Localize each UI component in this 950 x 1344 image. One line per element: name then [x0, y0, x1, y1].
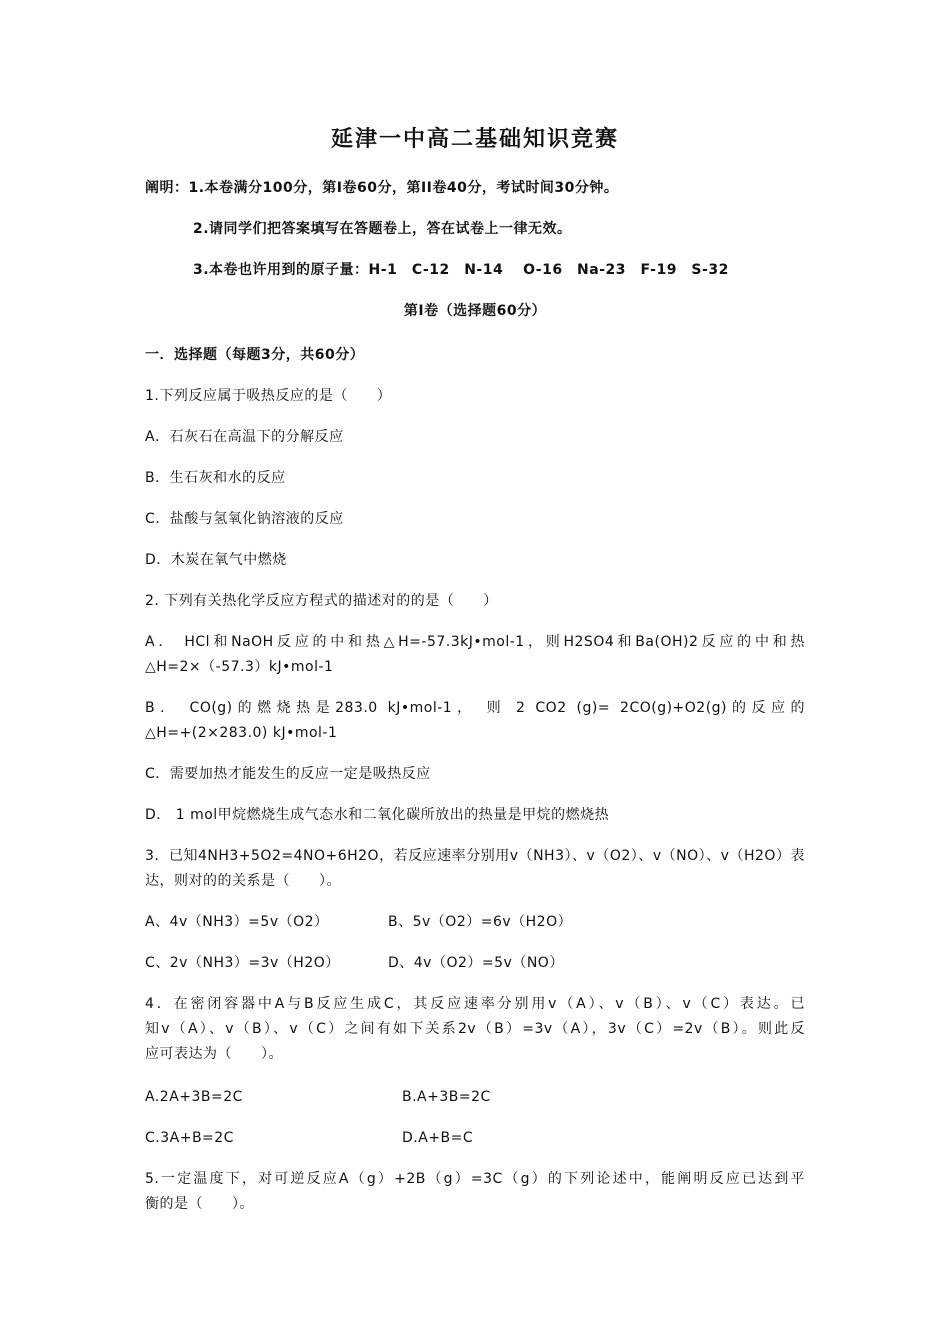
q4-option-a: A.2A+3B=2C	[145, 1089, 243, 1105]
q2-option-b-line1: B． CO(g)的燃烧热是283.0 kJ•mol-1， 则 2 CO2 (g)= 2CO(g)+O2(g)的反应的	[145, 700, 805, 716]
q2-option-c: C．需要加热才能发生的反应一定是吸热反应	[145, 766, 431, 782]
q1-option-a: A．石灰石在高温下的分解反应	[145, 429, 344, 445]
q4-option-c: C.3A+B=2C	[145, 1130, 234, 1146]
note-2: 2.请同学们把答案填写在答题卷上，答在试卷上一律无效。	[193, 221, 572, 237]
q1-option-c: C．盐酸与氢氧化钠溶液的反应	[145, 511, 344, 527]
q1-option-d: D．木炭在氧气中燃烧	[145, 552, 287, 568]
q2-option-a-line2: △H=2×（-57.3）kJ•mol-1	[145, 659, 334, 675]
q3-stem-line1: 3．已知4NH3+5O2=4NO+6H2O，若反应速率分别用v（NH3）、v（O2）、v（NO）、v（H2O）表	[145, 848, 805, 864]
q3-option-c: C、2v（NH3）=3v（H2O）	[145, 955, 340, 971]
q2-option-d: D． 1 mol甲烷燃烧生成气态水和二氧化碳所放出的热量是甲烷的燃烧热	[145, 807, 610, 823]
q4-stem-line2: 知v（A）、v（B）、v（C）之间有如下关系2v（B）=3v（A），3v（C）=2v（B）。则此反	[145, 1021, 805, 1037]
q1-option-b: B．生石灰和水的反应	[145, 470, 286, 486]
q5-stem-line1: 5.一定温度下，对可逆反应A（g）+2B（g）=3C（g）的下列论述中，能阐明反应已达到平	[145, 1171, 805, 1187]
q3-option-d: D、4v（O2）=5v（NO）	[388, 955, 564, 971]
q4-option-d: D.A+B=C	[402, 1130, 474, 1146]
q4-stem-line1: 4．在密闭容器中A与B反应生成C，其反应速率分别用v（A）、v（B）、v（C）表达。已	[145, 996, 805, 1012]
q3-option-b: B、5v（O2）=6v（H2O）	[388, 914, 573, 930]
q1-stem: 1.下列反应属于吸热反应的是（ ）	[145, 388, 392, 404]
q2-stem: 2. 下列有关热化学反应方程式的描述对的的是（ ）	[145, 593, 498, 609]
note-3: 3.本卷也许用到的原子量：H-1 C-12 N-14 O-16 Na-23 F-19 S-32	[193, 262, 729, 278]
q3-option-a: A、4v（NH3）=5v（O2）	[145, 914, 329, 930]
q2-option-b-line2: △H=+(2×283.0) kJ•mol-1	[145, 725, 338, 741]
note-1: 阐明：1.本卷满分100分，第Ⅰ卷60分，第II卷40分，考试时间30分钟。	[145, 180, 619, 196]
exam-title: 延津一中高二基础知识竞赛	[330, 127, 619, 152]
q5-stem-line2: 衡的是（ ）。	[145, 1196, 254, 1212]
part1-title: 第Ⅰ卷（选择题60分）	[403, 303, 547, 319]
q4-stem-line3: 应可表达为（ ）。	[145, 1046, 283, 1062]
q4-option-b: B.A+3B=2C	[402, 1089, 491, 1105]
q2-option-a-line1: A． HCl和NaOH反应的中和热△H=-57.3kJ•mol-1，则H2SO4和Ba(OH)2反应的中和热	[145, 634, 805, 650]
q3-stem-line2: 达，则对的的关系是（ ）。	[145, 873, 341, 889]
section-1-heading: 一．选择题（每题3分，共60分）	[145, 347, 365, 363]
